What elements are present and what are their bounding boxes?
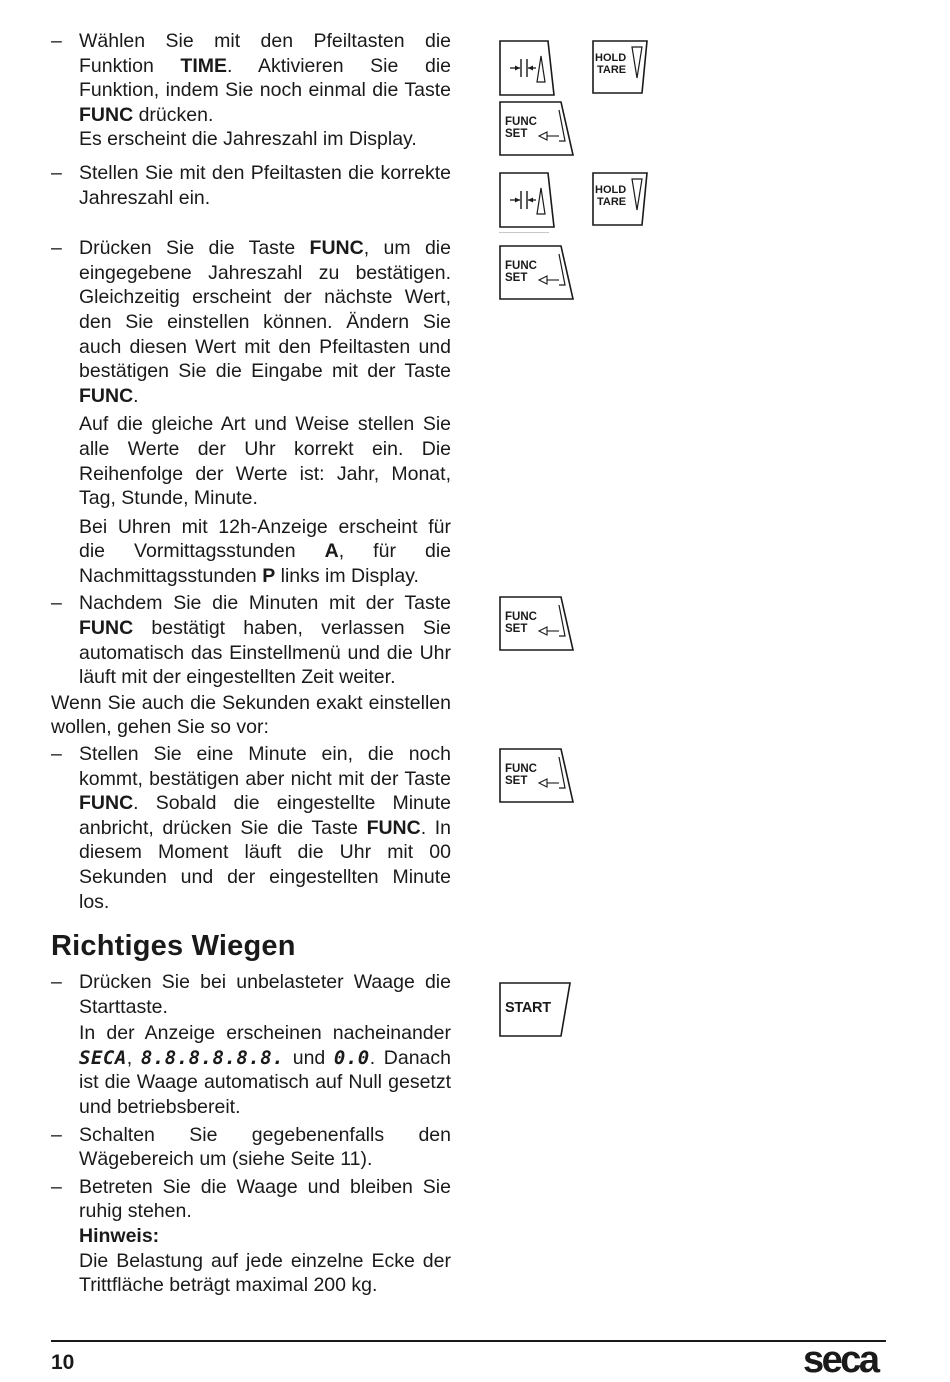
step-select-time: – Wählen Sie mit den Pfeiltasten die Funktion TIME. Aktivieren Sie die Funktion, indem Sie noch einmal die Taste FUNC drücken. Es erscheint die Jahreszahl im Display.	[51, 30, 451, 151]
arrow-keys-icon	[499, 40, 555, 96]
step-set-seconds: – Stellen Sie eine Minute ein, die noch kommt, bestätigen aber nicht mit der Taste FUNC. Sobald die eingestellte Minute anbricht, drücken Sie die Taste FUNC. In diesem Moment läuft die Uhr mit 00 Sekunden und der eingestellten Minute los.	[51, 743, 451, 913]
step-confirm-minutes: – Nachdem Sie die Minuten mit der Taste FUNC bestätigt haben, verlassen Sie automatisch das Einstellmenü und die Uhr läuft mit der eingestellten Zeit weiter.	[51, 592, 451, 689]
hold-tare-key-icon: HOLD TARE	[592, 40, 650, 94]
weighing-column	[51, 970, 451, 1298]
step-stand-still: – Betreten Sie die Waage und bleiben Sie ruhig stehen. Hinweis: Die Belastung auf jede einzelne Ecke der Trittfläche beträgt maximal 200 kg.	[51, 1175, 451, 1297]
func-set-key-icon: FUNC SET	[499, 245, 575, 301]
hold-tare-key-icon: HOLD TARE	[592, 172, 650, 226]
paragraph-12h-display: Bei Uhren mit 12h-Anzeige erscheint für die Vormittagsstunden A, für die Nachmittagsstunden P links im Display.	[79, 515, 451, 587]
step-set-year: – Stellen Sie mit den Pfeiltasten die korrekte Jahreszahl ein.	[51, 161, 451, 209]
display-seca: SECA	[79, 1046, 127, 1069]
start-key-icon: START	[499, 982, 573, 1038]
note-label: Hinweis:	[79, 1224, 160, 1247]
brand-logo: seca	[803, 1339, 878, 1381]
step-switch-range: – Schalten Sie gegebenenfalls den Wägebereich um (siehe Seite 11).	[51, 1123, 451, 1171]
step-press-start: – Drücken Sie bei unbelasteter Waage die Starttaste.	[51, 971, 451, 1018]
note-text: Die Belastung auf jede einzelne Ecke der Trittfläche beträgt maximal 200 kg.	[79, 1249, 451, 1297]
page-number: 10	[51, 1351, 75, 1374]
paragraph-value-order: Auf die gleiche Art und Weise stellen Sie alle Werte der Uhr korrekt ein. Die Reihenfolge der Werte ist: Jahr, Monat, Tag, Stunde, Minute.	[79, 413, 451, 510]
display-segment-test: 8.8.8.8.8.8.	[140, 1046, 285, 1069]
func-set-key-icon: FUNC SET	[499, 596, 575, 652]
func-set-key-icon: FUNC SET	[499, 101, 575, 157]
func-set-key-icon: FUNC SET	[499, 748, 575, 804]
step-confirm-year: – Drücken Sie die Taste FUNC, um die eingegebene Jahreszahl zu bestätigen. Gleichzeitig erscheint der nächste Wert, den Sie einstellen können. Ändern Sie auch diesen Wert mit den Pfeiltasten und bestätigen Sie die Eingabe mit der Taste FUNC.	[51, 237, 451, 407]
footer-rule	[51, 1340, 886, 1342]
paragraph-display-sequence: In der Anzeige erscheinen nacheinander SECA, 8.8.8.8.8.8. und 0.0. Danach ist die Waage automatisch auf Null gesetzt und betriebsbereit.	[79, 1022, 451, 1118]
step-result-text: Es erscheint die Jahreszahl im Display.	[79, 128, 417, 151]
paragraph-seconds-intro: Wenn Sie auch die Sekunden exakt einstellen wollen, gehen Sie so vor:	[51, 691, 451, 739]
display-zero: 0.0	[333, 1046, 370, 1069]
instruction-column	[51, 29, 451, 914]
section-heading: Richtiges Wiegen	[51, 930, 296, 962]
faint-divider	[499, 232, 549, 233]
arrow-keys-icon	[499, 172, 555, 228]
